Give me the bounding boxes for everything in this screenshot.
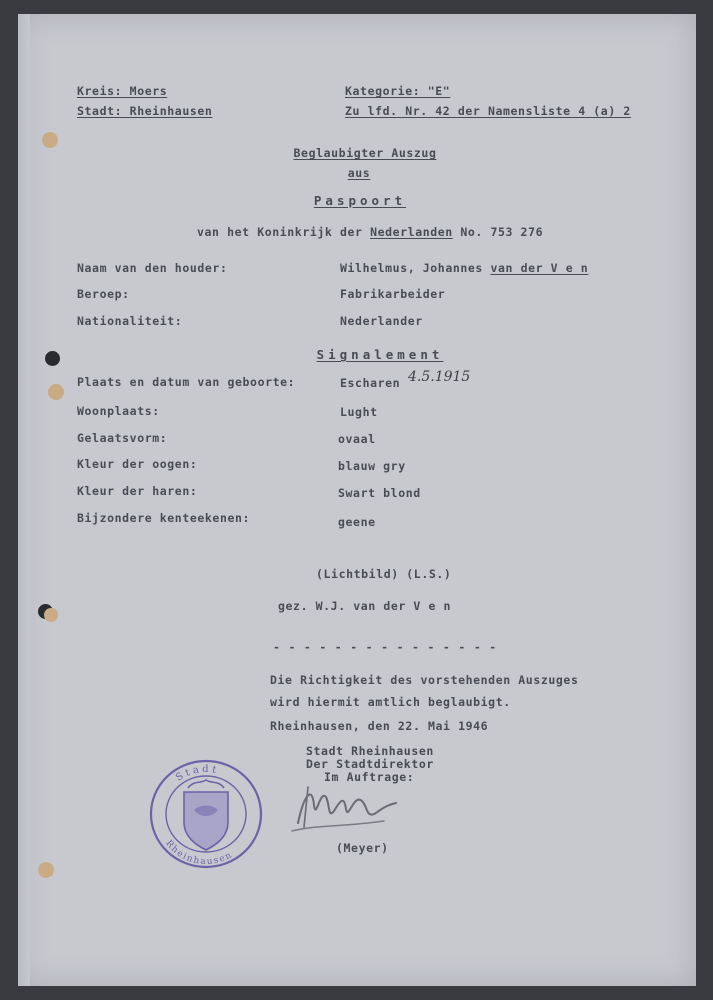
naam-value [340,261,588,275]
kategorie-label: Kategorie: "E" [345,84,451,98]
punch-hole [42,132,58,148]
oogen-value: blauw gry [338,459,406,473]
woonplaats-value: Lught [340,405,378,419]
handwritten-signature [284,775,404,837]
gelaatsvorm-value: ovaal [338,432,376,446]
nationaliteit-value: Nederlander [340,314,423,328]
certification-line-2: wird hiermit amtlich beglaubigt. [270,695,511,709]
certification-org-2: Der Stadtdirektor [306,757,434,771]
geboorte-date-handwritten: 4.5.1915 [408,369,471,385]
certification-org-3: Im Auftrage: [324,770,415,784]
kreis-label: Kreis: Moers [77,84,168,98]
stadt-label: Stadt: Rheinhausen [77,104,213,118]
separator-line: - - - - - - - - - - - - - - - [273,640,497,654]
stamp-top-text: Stadt [174,763,221,784]
punch-hole [48,384,64,400]
lichtbild-note: (Lichtbild) (L.S.) [316,567,452,581]
certification-org-1: Stadt Rheinhausen [306,744,434,758]
issuer-prefix: van het Koninkrijk der [197,225,363,239]
beroep-value: Fabrikarbeider [340,287,446,301]
geboorte-place: Escharen [340,376,401,390]
punch-hole [38,862,54,878]
punch-hole [45,351,60,366]
nationaliteit-label: Nationaliteit: [77,314,183,328]
kenteekenen-value: geene [338,515,376,529]
oogen-label: Kleur der oogen: [77,457,198,471]
naam-family: van der V e n [490,261,589,275]
title-paspoort: Paspoort [313,193,407,208]
document-title: Beglaubigter Auszug [293,146,437,160]
gelaatsvorm-label: Gelaatsvorm: [77,431,168,445]
naam-given: Wilhelmus, Johannes [340,261,483,275]
haren-value: Swart blond [338,486,421,500]
issuer-country: Nederlanden [370,225,453,239]
certification-place-date: Rheinhausen, den 22. Mai 1946 [270,719,489,733]
punch-hole [44,608,58,622]
signalement-heading: Signalement [316,347,444,362]
official-seal-stamp [148,758,264,870]
stamp-bottom-text: Rheinhausen [163,838,235,868]
namensliste-reference: Zu lfd. Nr. 42 der Namensliste 4 (a) 2 [345,104,631,118]
gez-signature: gez. W.J. van der V e n [278,599,452,613]
title-aus: aus [347,166,371,180]
signer-name: (Meyer) [336,841,389,855]
passport-number: No. 753 276 [460,225,544,239]
certification-line-1: Die Richtigkeit des vorstehenden Auszuges [270,673,579,687]
woonplaats-label: Woonplaats: [77,404,160,418]
passport-issuer [197,225,543,239]
kenteekenen-label: Bijzondere kenteekenen: [77,511,251,525]
haren-label: Kleur der haren: [77,484,198,498]
naam-label: Naam van den houder: [77,261,228,275]
geboorte-label: Plaats en datum van geboorte: [77,375,296,389]
page-edge-shade [18,14,30,986]
beroep-label: Beroep: [77,287,130,301]
